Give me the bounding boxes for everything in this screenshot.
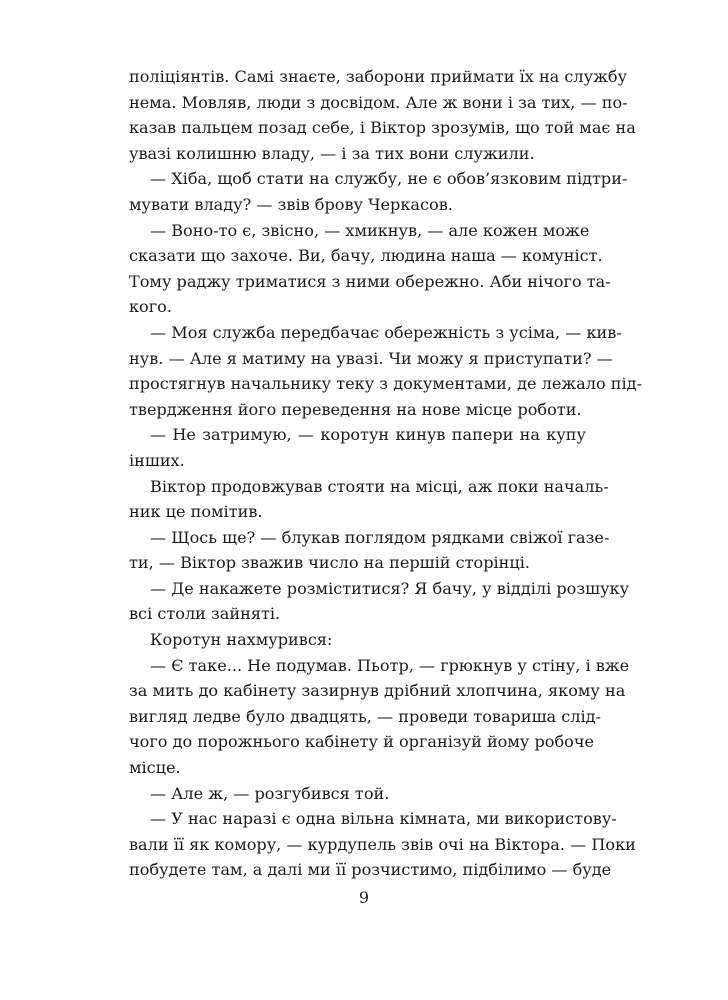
text-line: — Не затримую, — коротун кинув папери на купу	[150, 425, 586, 445]
text-line: Віктор продовжував стояти на місці, аж поки началь-	[150, 476, 609, 496]
page-text	[129, 64, 643, 883]
text-line: — Є таке... Не подумав. Пьотр, — грюкнув у стіну, і вже	[150, 655, 630, 675]
text-line: побудете там, а далі ми її розчистимо, підбілимо — буде	[129, 860, 612, 880]
text-line: — У нас наразі є одна вільна кімната, ми використову-	[150, 809, 617, 829]
text-line: Коротун нахмурився:	[150, 630, 333, 650]
text-line: кого.	[129, 297, 172, 317]
text-line: — Щось ще? — блукав поглядом рядками свіжої газе-	[150, 527, 610, 547]
text-line: — Хіба, щоб стати на службу, не є обов’язковим підтри-	[150, 169, 628, 189]
text-line: мувати владу? — звів брову Черкасов.	[129, 194, 453, 214]
text-line: сказати що захоче. Ви, бачу, людина наша — комуніст.	[129, 246, 603, 266]
text-line: вигляд ледве було двадцять, — проведи товариша слід-	[129, 706, 601, 726]
text-line: вали її як комору, — курдупель звів очі на Віктора. — Поки	[129, 834, 636, 854]
text-line: Тому раджу триматися з ними обережно. Аби нічого та-	[129, 271, 611, 291]
text-line: простягнув начальнику теку з документами, де лежало під-	[129, 374, 643, 394]
text-line: нув. — Але я матиму на увазі. Чи можу я приступати? —	[129, 348, 613, 368]
page-number: 9	[358, 888, 370, 907]
text-line: всі столи зайняті.	[129, 604, 281, 624]
text-line: за мить до кабінету зазирнув дрібний хлопчина, якому на	[129, 681, 626, 701]
text-line: інших.	[129, 450, 185, 470]
text-line: місце.	[129, 758, 181, 778]
text-line: — Моя служба передбачає обережність з усіма, — кив-	[150, 322, 622, 342]
text-line: поліціянтів. Самі знаєте, заборони приймати їх на службу	[129, 67, 628, 86]
text-line: нема. Мовляв, люди з досвідом. Але ж вони і за тих, — по-	[129, 92, 628, 112]
text-line: — Воно-то є, звісно, — хмикнув, — але кожен може	[150, 220, 590, 240]
text-line: — Де накажете розміститися? Я бачу, у відділі розшуку	[150, 578, 630, 598]
text-line: увазі колишню владу, — і за тих вони служили.	[129, 143, 535, 163]
text-line: ник це помітив.	[129, 502, 263, 522]
text-line: — Але ж, — розгубився той.	[150, 783, 390, 803]
text-line: ти, — Віктор зважив число на першій сторінці.	[129, 553, 530, 573]
text-line: казав пальцем позад себе, і Віктор зрозумів, що той має на	[129, 118, 636, 138]
text-line: твердження його переведення на нове місце роботи.	[129, 399, 582, 419]
text-line: чого до порожнього кабінету й організуй йому робоче	[129, 732, 595, 752]
